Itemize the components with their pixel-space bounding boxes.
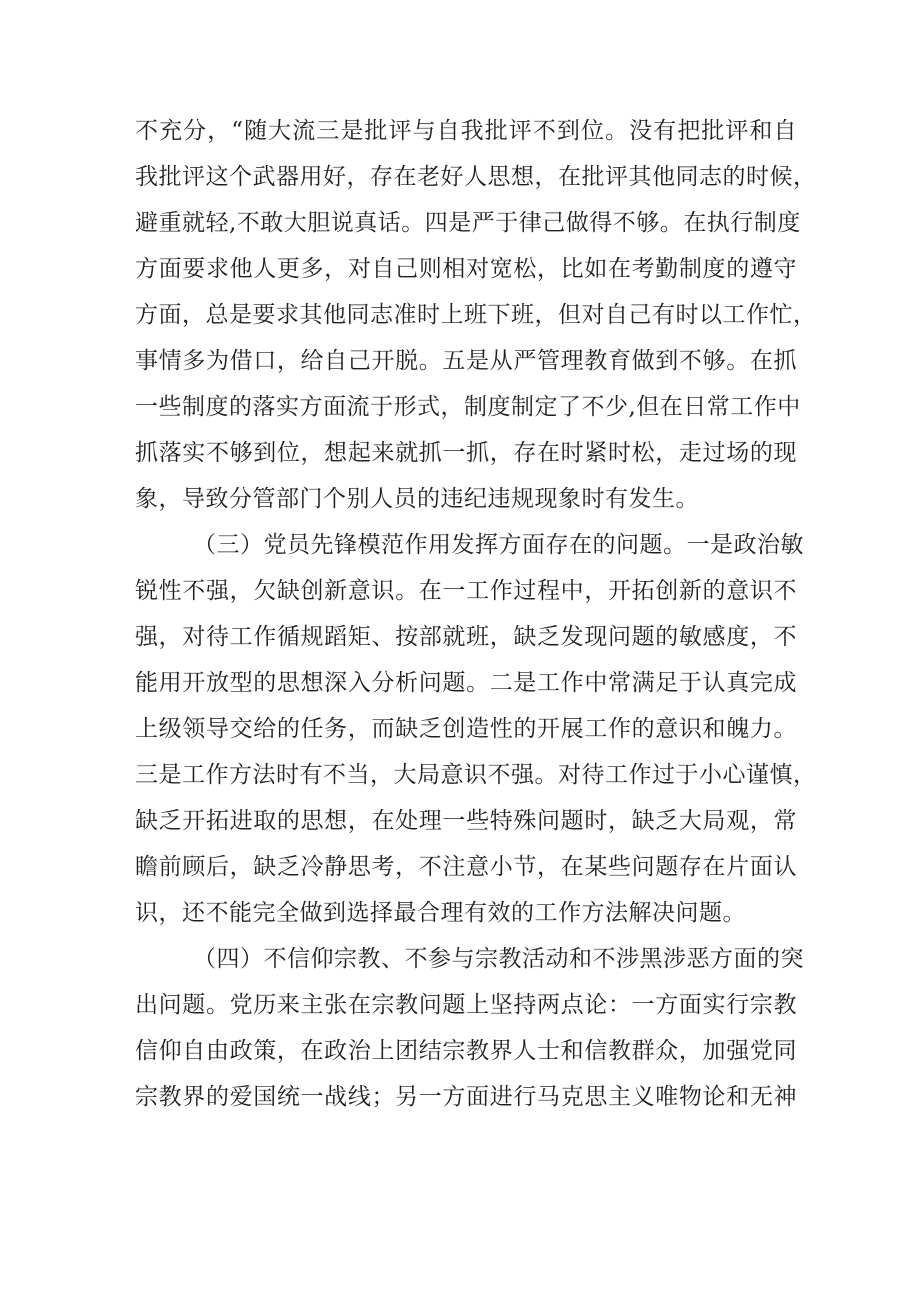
text-line-15: 三是工作方法时有不当，大局意识不强。对待工作过于小心谨慎， xyxy=(135,762,817,788)
text-line-22: 宗教界的爱国统一战线；另一方面进行马克思主义唯物论和无神 xyxy=(135,1084,797,1110)
text-line-8: 抓落实不够到位，想起来就抓一抓，存在时紧时松，走过场的现 xyxy=(135,440,797,466)
text-line-2: 我批评这个武器用好，存在老好人思想，在批评其他同志的时候， xyxy=(135,164,817,190)
text-line-11: 锐性不强，欠缺创新意识。在一工作过程中，开拓创新的意识不 xyxy=(135,578,797,604)
text-line-9: 象，导致分管部门个别人员的违纪违规现象时有发生。 xyxy=(135,486,699,512)
text-line-7: 一些制度的落实方面流于形式，制度制定了不少,但在日常工作中 xyxy=(135,394,801,420)
text-line-3: 避重就轻,不敢大胆说真话。四是严于律己做得不够。在执行制度 xyxy=(135,210,801,236)
text-line-21: 信仰自由政策，在政治上团结宗教界人士和信教群众，加强党同 xyxy=(135,1038,797,1064)
text-line-18: 识，还不能完全做到选择最合理有效的工作方法解决问题。 xyxy=(135,900,746,926)
paragraph-4-heading-line: （四）不信仰宗教、不参与宗教活动和不涉黑涉恶方面的突 xyxy=(193,946,804,972)
text-line-20: 出问题。党历来主张在宗教问题上坚持两点论：一方面实行宗教 xyxy=(135,992,797,1018)
text-line-14: 上级领导交给的任务，而缺乏创造性的开展工作的意识和魄力。 xyxy=(135,716,797,742)
text-line-17: 瞻前顾后，缺乏冷静思考，不注意小节，在某些问题存在片面认 xyxy=(135,854,797,880)
text-line-5: 方面，总是要求其他同志准时上班下班，但对自己有时以工作忙， xyxy=(135,302,817,328)
text-line-12: 强，对待工作循规蹈矩、按部就班，缺乏发现问题的敏感度，不 xyxy=(135,624,797,650)
text-line-1: 不充分，“随大流三是批评与自我批评不到位。没有把批评和自 xyxy=(135,118,797,144)
paragraph-3-heading-line: （三）党员先锋模范作用发挥方面存在的问题。一是政治敏 xyxy=(193,532,804,558)
text-line-13: 能用开放型的思想深入分析问题。二是工作中常满足于认真完成 xyxy=(135,670,797,696)
text-line-6: 事情多为借口，给自己开脱。五是从严管理教育做到不够。在抓 xyxy=(135,348,797,374)
text-line-16: 缺乏开拓进取的思想，在处理一些特殊问题时，缺乏大局观，常 xyxy=(135,808,797,834)
text-line-4: 方面要求他人更多，对自己则相对宽松，比如在考勤制度的遵守 xyxy=(135,256,797,282)
